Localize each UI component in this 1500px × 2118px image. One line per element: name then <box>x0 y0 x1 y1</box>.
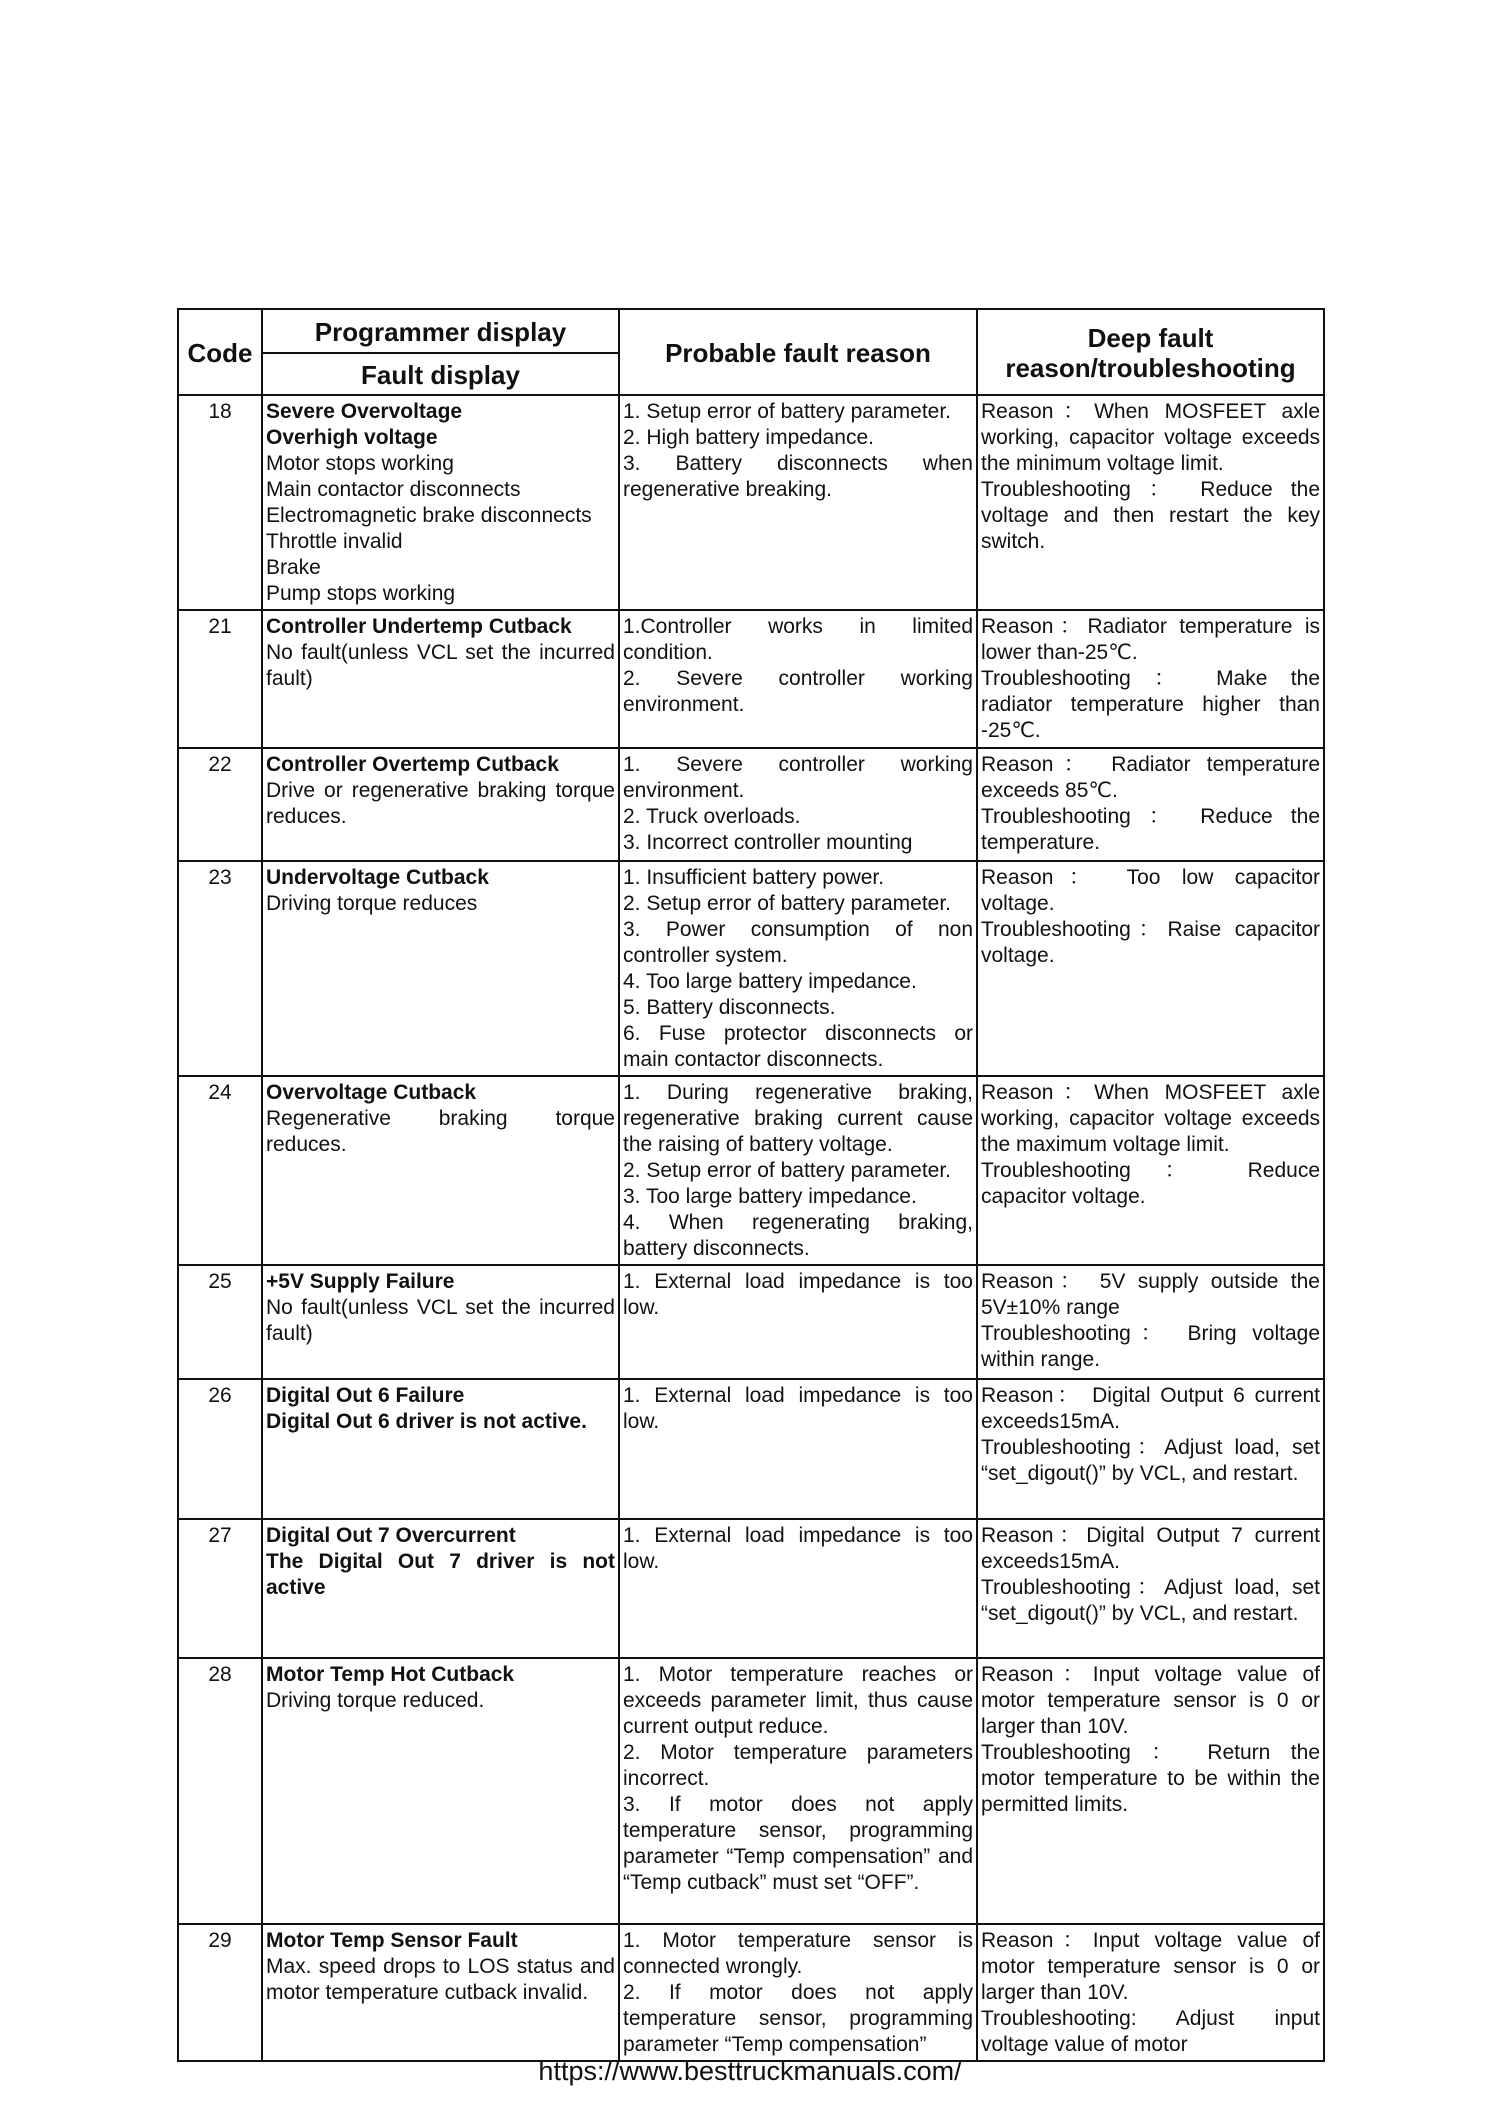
reason-line: 1. External load impedance is too low. <box>623 1524 973 1573</box>
deep-fault-cell <box>977 610 1324 748</box>
fault-code: 23 <box>178 861 262 1076</box>
fault-name: Severe Overvoltage <box>266 400 463 423</box>
deep-fault-cell <box>977 1924 1324 2061</box>
reason-line: 3. Battery disconnects when regenerative breaking. <box>623 452 973 501</box>
fault-code: 18 <box>178 395 262 610</box>
reason-line: 1. External load impedance is too low. <box>623 1270 973 1319</box>
reason-line: 1. Motor temperature sensor is connected wrongly. <box>623 1929 973 1978</box>
reason-line: 1. External load impedance is too low. <box>623 1384 973 1433</box>
reason-line: 2. High battery impedance. <box>623 426 874 449</box>
fault-name: Digital Out 7 Overcurrent <box>266 1524 516 1547</box>
fault-name: Undervoltage Cutback <box>266 866 489 889</box>
reason-line: 2. Setup error of battery parameter. <box>623 892 952 915</box>
fault-display-line: Pump stops working <box>266 582 456 605</box>
table-row <box>178 748 1324 861</box>
probable-reason-cell <box>619 1379 977 1519</box>
deep-fault-line: Reason：When MOSFEET axle working, capacitor voltage exceeds the maximum voltage limit. <box>981 1081 1320 1156</box>
table-row <box>178 1379 1324 1519</box>
fault-name: Controller Overtemp Cutback <box>266 753 559 776</box>
fault-display-cell <box>262 748 619 861</box>
reason-line: 2. Motor temperature parameters incorrect. <box>623 1741 973 1790</box>
reason-line: 1. Motor temperature reaches or exceeds parameter limit, thus cause current output reduce. <box>623 1663 973 1738</box>
fault-table <box>177 308 1325 2062</box>
fault-display-cell <box>262 1076 619 1265</box>
table-header <box>178 309 1324 395</box>
fault-name: Controller Undertemp Cutback <box>266 615 572 638</box>
reason-line: 1. Insufficient battery power. <box>623 866 885 889</box>
deep-fault-cell <box>977 1658 1324 1924</box>
reason-line: 3. Too large battery impedance. <box>623 1185 917 1208</box>
probable-reason-cell <box>619 861 977 1076</box>
deep-fault-cell <box>977 861 1324 1076</box>
probable-reason-cell <box>619 1076 977 1265</box>
reason-line: 3. Power consumption of non controller system. <box>623 918 973 967</box>
fault-display-cell <box>262 1658 619 1924</box>
reason-line: 2. If motor does not apply temperature sensor, programming parameter “Temp compensation” <box>623 1981 973 2056</box>
fault-code: 24 <box>178 1076 262 1265</box>
deep-fault-line: Reason：Radiator temperature is lower than-25℃. <box>981 615 1320 664</box>
reason-line: 1. During regenerative braking, regenerative braking current cause the raising of battery voltage. <box>623 1081 973 1156</box>
table-row <box>178 861 1324 1076</box>
probable-reason-cell <box>619 1658 977 1924</box>
reason-line: 1.Controller works in limited condition. <box>623 615 973 664</box>
fault-display-line: Drive or regenerative braking torque reduces. <box>266 779 615 828</box>
fault-display-line: Throttle invalid <box>266 530 403 553</box>
deep-fault-line: Reason： Digital Output 6 current exceeds15mA. <box>981 1384 1320 1433</box>
fault-display-line: Brake <box>266 556 321 579</box>
fault-display-line: Overhigh voltage <box>266 426 438 449</box>
fault-code: 26 <box>178 1379 262 1519</box>
reason-line: 1. Setup error of battery parameter. <box>623 400 952 423</box>
reason-line: 2. Truck overloads. <box>623 805 801 828</box>
fault-display-line: No fault(unless VCL set the incurred fault) <box>266 1296 615 1345</box>
deep-fault-cell <box>977 1379 1324 1519</box>
deep-fault-line: Troubleshooting：Adjust load, set “set_digout()” by VCL, and restart. <box>981 1436 1320 1485</box>
deep-fault-line: Troubleshooting ： Reduce capacitor voltage. <box>981 1159 1320 1208</box>
fault-display-cell <box>262 1519 619 1658</box>
deep-fault-line: Reason：Input voltage value of motor temperature sensor is 0 or larger than 10V. <box>981 1929 1320 2004</box>
probable-reason-cell <box>619 1519 977 1658</box>
header-code: Code <box>178 309 262 395</box>
fault-display-cell <box>262 610 619 748</box>
deep-fault-line: Troubleshooting ： Make the radiator temperature higher than -25℃. <box>981 667 1320 742</box>
fault-display-line: Main contactor disconnects <box>266 478 521 501</box>
reason-line: 4. Too large battery impedance. <box>623 970 917 993</box>
header-deep-fault: Deep fault reason/troubleshooting <box>977 309 1324 395</box>
fault-display-line: Electromagnetic brake disconnects <box>266 504 592 527</box>
probable-reason-cell <box>619 1265 977 1379</box>
fault-code: 27 <box>178 1519 262 1658</box>
probable-reason-cell <box>619 395 977 610</box>
table-row <box>178 1924 1324 2061</box>
fault-display-line: No fault(unless VCL set the incurred fault) <box>266 641 615 690</box>
fault-display-line: Driving torque reduces <box>266 892 478 915</box>
fault-display-line: The Digital Out 7 driver is not active <box>266 1550 615 1599</box>
fault-code: 28 <box>178 1658 262 1924</box>
table-row <box>178 395 1324 610</box>
reason-line: 6. Fuse protector disconnects or main contactor disconnects. <box>623 1022 973 1071</box>
reason-line: 4. When regenerating braking, battery disconnects. <box>623 1211 973 1260</box>
table-row <box>178 1265 1324 1379</box>
fault-name: Overvoltage Cutback <box>266 1081 477 1104</box>
deep-fault-line: Reason：When MOSFEET axle working, capacitor voltage exceeds the minimum voltage limit. <box>981 400 1320 475</box>
deep-fault-line: Reason：Input voltage value of motor temperature sensor is 0 or larger than 10V. <box>981 1663 1320 1738</box>
fault-name: +5V Supply Failure <box>266 1270 455 1293</box>
deep-fault-line: Troubleshooting ： Reduce the temperature. <box>981 805 1320 854</box>
deep-fault-line: Troubleshooting ： Reduce the voltage and then restart the key switch. <box>981 478 1320 553</box>
deep-fault-line: Reason： 5V supply outside the 5V±10% range <box>981 1270 1320 1319</box>
deep-fault-cell <box>977 1519 1324 1658</box>
fault-name: Digital Out 6 Failure <box>266 1384 465 1407</box>
table-row <box>178 1076 1324 1265</box>
fault-code: 21 <box>178 610 262 748</box>
deep-fault-line: Troubleshooting：Adjust load, set “set_digout()” by VCL, and restart. <box>981 1576 1320 1625</box>
fault-code: 29 <box>178 1924 262 2061</box>
table-row <box>178 1519 1324 1658</box>
table-body <box>178 395 1324 2061</box>
fault-display-cell <box>262 1924 619 2061</box>
fault-display-cell <box>262 861 619 1076</box>
fault-display-line: Regenerative braking torque reduces. <box>266 1107 615 1156</box>
table-row <box>178 610 1324 748</box>
footer-url: https://www.besttruckmanuals.com/ <box>538 2056 962 2086</box>
table-row <box>178 1658 1324 1924</box>
header-probable-reason: Probable fault reason <box>619 309 977 395</box>
deep-fault-line: Reason：Digital Output 7 current exceeds15mA. <box>981 1524 1320 1573</box>
probable-reason-cell <box>619 748 977 861</box>
probable-reason-cell <box>619 1924 977 2061</box>
probable-reason-cell <box>619 610 977 748</box>
fault-display-line: Max. speed drops to LOS status and motor temperature cutback invalid. <box>266 1955 615 2004</box>
reason-line: 3. If motor does not apply temperature sensor, programming parameter “Temp compensation” and “Temp cutback” must set “OFF”. <box>623 1793 973 1894</box>
deep-fault-line: Reason： Too low capacitor voltage. <box>981 866 1320 915</box>
deep-fault-line: Troubleshooting: Adjust input voltage value of motor <box>981 2007 1320 2056</box>
header-programmer-display: Programmer display <box>262 309 619 353</box>
deep-fault-cell <box>977 748 1324 861</box>
deep-fault-cell <box>977 1076 1324 1265</box>
reason-line: 2. Severe controller working environment. <box>623 667 973 716</box>
deep-fault-cell <box>977 395 1324 610</box>
fault-display-line: Driving torque reduced. <box>266 1689 485 1712</box>
reason-line: 2. Setup error of battery parameter. <box>623 1159 952 1182</box>
fault-display-cell <box>262 1379 619 1519</box>
deep-fault-cell <box>977 1265 1324 1379</box>
fault-display-line: Motor stops working <box>266 452 454 475</box>
reason-line: 3. Incorrect controller mounting <box>623 831 913 854</box>
deep-fault-line: Troubleshooting ： Return the motor temperature to be within the permitted limits. <box>981 1741 1320 1816</box>
reason-line: 1. Severe controller working environment. <box>623 753 973 802</box>
reason-line: 5. Battery disconnects. <box>623 996 836 1019</box>
fault-name: Motor Temp Sensor Fault <box>266 1929 518 1952</box>
fault-display-cell <box>262 1265 619 1379</box>
fault-code: 25 <box>178 1265 262 1379</box>
deep-fault-line: Troubleshooting：Raise capacitor voltage. <box>981 918 1320 967</box>
header-fault-display: Fault display <box>262 353 619 395</box>
fault-display-line: Digital Out 6 driver is not active. <box>266 1410 587 1433</box>
fault-code: 22 <box>178 748 262 861</box>
fault-name: Motor Temp Hot Cutback <box>266 1663 515 1686</box>
deep-fault-line: Reason： Radiator temperature exceeds 85℃. <box>981 753 1320 802</box>
deep-fault-line: Troubleshooting： Bring voltage within range. <box>981 1322 1320 1371</box>
fault-display-cell <box>262 395 619 610</box>
